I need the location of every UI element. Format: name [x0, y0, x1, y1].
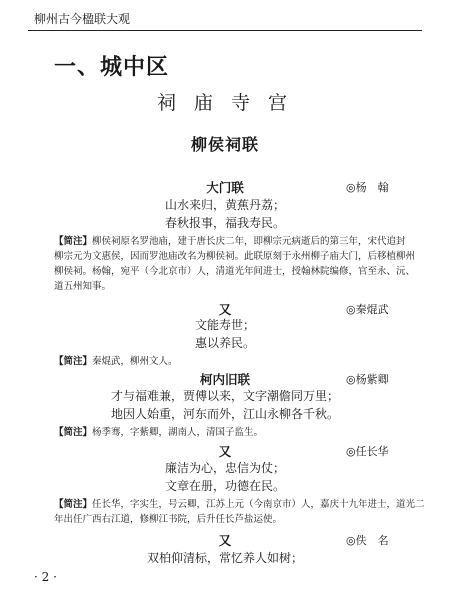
section-title: 祠 庙 寺 宫 [156, 92, 294, 114]
entry-heading: 又 [218, 533, 232, 548]
note-text: 杨季骞，字紫卿，湖南人，清国子监生。 [92, 427, 264, 438]
entry-verse: 才与福难兼，贾傅以来，文字潮儋同万里； [110, 389, 339, 403]
entry-verse: 双柏仰清标，常忆养人如树； [146, 551, 303, 565]
entry-heading: 又 [218, 302, 232, 317]
note-text: 柳侯祠原名罗池庙，建于唐长庆二年，即柳宗元病逝后的第三年，宋代追封 [92, 236, 406, 247]
chapter-title: 一、城中区 [54, 54, 170, 80]
entry-verse: 文能寿世； [194, 318, 255, 332]
entry-note-line: 柳宗元为文惠侯，因而罗池庙改名为柳侯祠。此联原刻于永州柳子庙大门，后移植柳州 [54, 251, 416, 262]
note-label: 【简注】 [54, 499, 93, 510]
note-text: 秦焜武，柳州文人。 [92, 356, 178, 367]
entry-author: ◎杨 翰 [346, 181, 389, 194]
entry-heading: 大门联 [206, 180, 244, 195]
entry-author: ◎秦焜武 [346, 303, 389, 316]
entry-verse: 文章在册，功德在民。 [164, 479, 285, 493]
entry-note-line: 柳侯祠。杨翰，宛平（今北京市）人，清道光年间进士，授翰林院编修，官至永、沅、 [54, 266, 416, 277]
note-label: 【简注】 [54, 236, 93, 247]
entry-note-line [54, 233, 406, 247]
entry-author: ◎杨紫卿 [346, 373, 389, 386]
header-rule [28, 30, 422, 31]
subsection-title: 柳侯祠联 [190, 135, 259, 154]
entry-note-line: 道五州知事。 [54, 281, 112, 292]
entry-author: ◎任长华 [346, 445, 389, 458]
note-label: 【简注】 [54, 356, 93, 367]
entry-verse: 惠以养民。 [194, 336, 255, 350]
entry-heading: 柯内旧联 [199, 372, 250, 387]
entry-verse: 地因人始重，河东而外，江山永柳各千秋。 [110, 407, 339, 421]
entry-note-line [54, 496, 425, 510]
entry-note-line: 年出任广西右江道，修柳江书院，后升任长芦盐运使。 [54, 514, 283, 525]
note-label: 【简注】 [54, 427, 93, 438]
entry-author: ◎佚 名 [346, 534, 389, 547]
entry-note-line [54, 424, 263, 438]
entry-verse: 春秋报事，福我寿民。 [164, 216, 285, 230]
entry-verse: 山水来归，黄蕉丹荔； [164, 198, 285, 212]
book-title-header: 柳州古今楹联大观 [34, 12, 131, 26]
entry-heading: 又 [218, 444, 232, 459]
entry-note-line [54, 353, 178, 367]
entry-verse: 廉洁为心，忠信为仗； [164, 461, 285, 475]
page-number: · 2 · [34, 570, 57, 584]
note-text: 任长华，字实生，号云卿，江苏上元（今南京市）人，嘉庆十九年进士，道光二 [92, 499, 425, 510]
